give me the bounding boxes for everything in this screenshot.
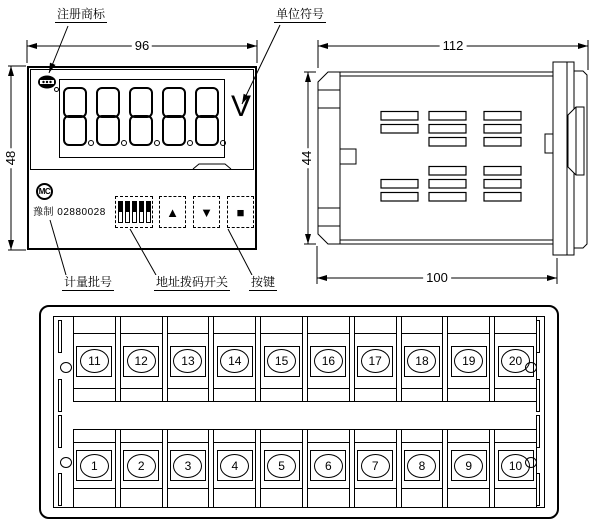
terminal-number: 20	[508, 354, 523, 368]
dim-front-width: 96	[132, 39, 152, 53]
terminal-number: 1	[91, 458, 98, 473]
callout-unit-symbol: 单位符号	[276, 7, 325, 21]
dip-switch-lever	[125, 201, 130, 223]
mount-hole	[60, 457, 72, 468]
mount-slot	[58, 379, 62, 412]
terminal-row-bottom	[73, 430, 537, 507]
mount-slot	[536, 320, 540, 353]
terminal-2	[120, 430, 163, 507]
callout-dip-switch: 地址拨码开关	[156, 275, 229, 289]
terminal-3	[167, 430, 210, 507]
terminal-number: 11	[88, 354, 101, 368]
terminal-11	[73, 317, 116, 401]
terminal-block-inner	[53, 316, 545, 508]
terminal-number: 12	[134, 354, 148, 368]
unit-symbol-v: V	[230, 90, 251, 123]
up-button: ▲	[159, 196, 186, 228]
dim-front-height: 48	[4, 148, 18, 168]
terminal-number: 16	[321, 354, 336, 368]
display-digit	[96, 87, 120, 146]
terminal-number: 15	[274, 354, 289, 368]
terminal-19	[447, 317, 490, 401]
terminal-number: 4	[231, 458, 239, 473]
terminal-18	[401, 317, 444, 401]
dim-side-depth: 100	[423, 271, 451, 285]
decimal-point	[220, 140, 226, 146]
mount-slot	[536, 415, 540, 448]
callout-buttons: 按键	[251, 275, 276, 289]
terminal-17	[354, 317, 397, 401]
display-digit	[129, 87, 153, 146]
decimal-point	[187, 140, 193, 146]
dip-switch-lever	[132, 201, 137, 223]
terminal-block	[39, 305, 559, 519]
panel-buttons	[159, 196, 254, 228]
trademark-logo-icon	[37, 74, 61, 99]
mount-hole	[525, 457, 537, 468]
display-digit	[63, 87, 87, 146]
set-button: ■	[227, 196, 254, 228]
terminal-15	[260, 317, 303, 401]
terminal-4	[213, 430, 256, 507]
display-digit	[162, 87, 186, 146]
decimal-point	[88, 140, 94, 146]
terminal-number: 9	[465, 458, 473, 473]
terminal-number: 6	[325, 458, 332, 473]
terminal-12	[120, 317, 163, 401]
mount-hole	[60, 362, 72, 373]
side-view	[318, 62, 587, 255]
dip-switch-lever	[146, 201, 151, 223]
decimal-point	[121, 140, 127, 146]
dim-side-height: 44	[300, 148, 314, 168]
terminal-5	[260, 430, 303, 507]
terminal-row-gap	[73, 401, 537, 430]
terminal-7	[354, 430, 397, 507]
decimal-point	[154, 140, 160, 146]
vent-slots	[381, 112, 521, 202]
mount-slot	[536, 379, 540, 412]
terminal-number: 5	[278, 458, 285, 473]
mount-slot	[58, 320, 62, 353]
terminal-number: 19	[462, 354, 476, 368]
terminal-number: 18	[415, 354, 429, 368]
terminal-13	[167, 317, 210, 401]
mount-hole	[525, 362, 537, 373]
mc-metrology-mark: MC	[36, 183, 53, 200]
terminal-10	[494, 430, 537, 507]
terminal-6	[307, 430, 350, 507]
display-digit	[195, 87, 219, 146]
terminal-number: 2	[137, 458, 145, 473]
terminal-number: 17	[368, 354, 382, 368]
down-button: ▼	[193, 196, 220, 228]
terminal-number: 8	[418, 458, 426, 473]
mount-slot	[536, 473, 540, 506]
terminal-16	[307, 317, 350, 401]
terminal-row-top	[73, 317, 537, 401]
seven-segment-display	[63, 87, 219, 146]
dip-switch-lever	[118, 201, 123, 223]
terminal-1	[73, 430, 116, 507]
terminal-number: 14	[228, 354, 242, 368]
terminal-20	[494, 317, 537, 401]
terminal-number: 13	[181, 354, 195, 368]
dim-side-width: 112	[440, 39, 467, 53]
dip-switch-lever	[139, 201, 144, 223]
terminal-number: 10	[508, 458, 523, 473]
terminal-14	[213, 317, 256, 401]
terminal-8	[401, 430, 444, 507]
callout-batch-number: 计量批号	[64, 275, 113, 289]
mount-slot	[58, 415, 62, 448]
terminal-number: 7	[371, 458, 379, 473]
callout-trademark: 注册商标	[57, 7, 106, 21]
mount-slot	[58, 473, 62, 506]
terminal-9	[447, 430, 490, 507]
dip-switch	[115, 196, 153, 228]
terminal-number: 3	[184, 458, 192, 473]
batch-number-text: 豫制 02880028	[33, 207, 106, 218]
